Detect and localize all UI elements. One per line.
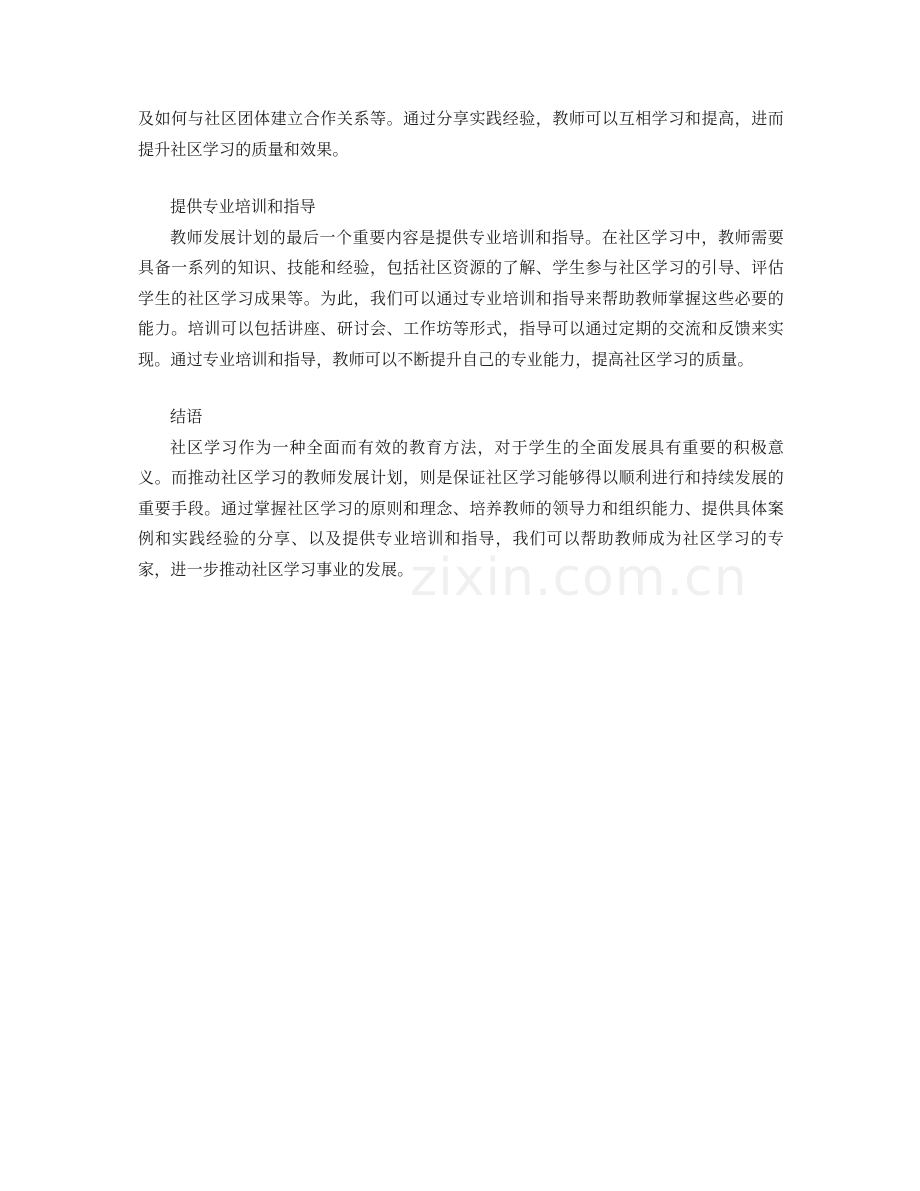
paragraph-conclusion: 社区学习作为一种全面而有效的教育方法，对于学生的全面发展具有重要的积极意义。而推动社区学习的教师发展计划，则是保证社区学习能够得以顺利进行和持续发展的重要手段。通过掌握社区学习的原则和理念、培养教师的领导力和组织能力、提供具体案例和实践经验的分享、以及提供专业培训和指导，我们可以帮助教师成为社区学习的专家，进一步推动社区学习事业的发展。 [138, 437, 784, 579]
paragraph-training: 教师发展计划的最后一个重要内容是提供专业培训和指导。在社区学习中，教师需要具备一系列的知识、技能和经验，包括社区资源的了解、学生参与社区学习的引导、评估学生的社区学习成果等。为此，我们可以通过专业培训和指导来帮助教师掌握这些必要的能力。培训可以包括讲座、研讨会、工作坊等形式，指导可以通过定期的交流和反馈来实现。通过专业培训和指导，教师可以不断提升自己的专业能力，提高社区学习的质量。 [138, 227, 784, 369]
document-body [138, 104, 784, 585]
section-heading-training: 提供专业培训和指导 [170, 197, 316, 216]
section-heading-conclusion: 结语 [170, 407, 203, 426]
paragraph-continued: 及如何与社区团体建立合作关系等。通过分享实践经验，教师可以互相学习和提高，进而提升社区学习的质量和效果。 [138, 109, 784, 159]
watermark-text: zixin.com.cn [410, 548, 748, 608]
